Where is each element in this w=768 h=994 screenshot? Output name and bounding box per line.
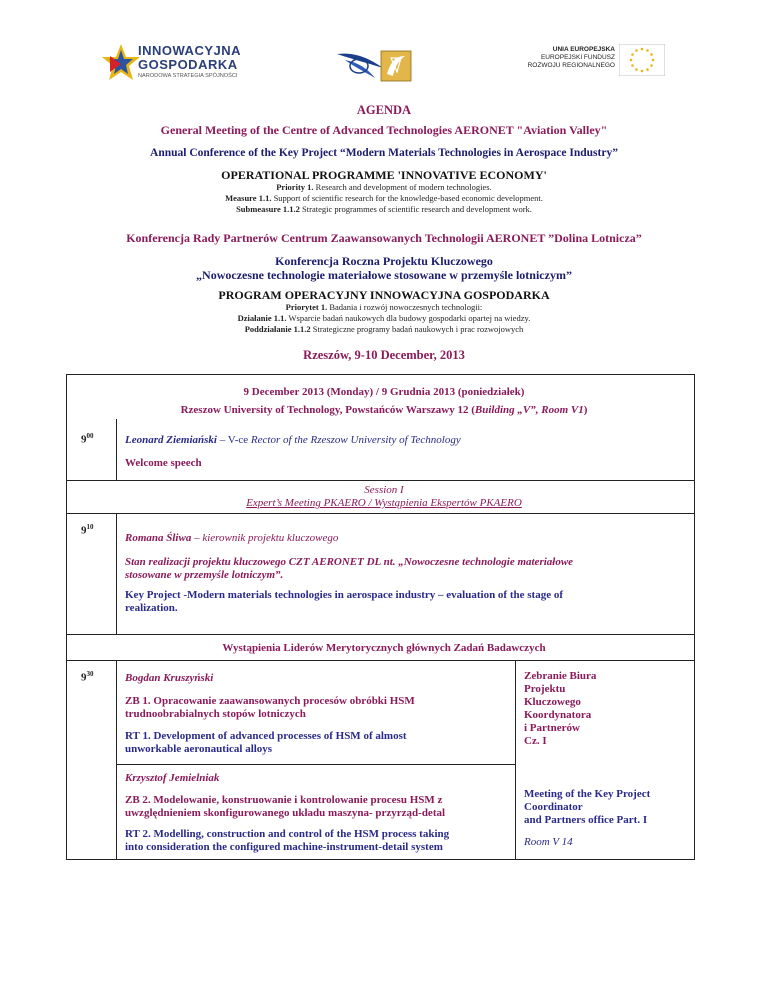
slot1-time: $9^{00}$: [81, 432, 94, 446]
innowacyjna-gospodarka-logo: [100, 40, 260, 90]
zb2: ZB 2. Modelowanie, konstruowanie i kontrolowanie procesu HSM z uwzględnieniem skonfigurowanego układu maszyna- przyrząd-detal: [125, 794, 446, 819]
nowoczesne-title: „Nowoczesne technologie materiałowe stosowane w przemyśle lotniczym”: [196, 268, 572, 282]
logo-line1: INNOWACYJNA: [138, 43, 242, 58]
slot2-speaker: Romana Śliwa – kierownik projektu kluczowego: [125, 532, 339, 544]
slot2-pl: Stan realizacji projektu kluczowego CZT AERONET DL nt. „Nowoczesne technologie materiałowe stosowane w przemyśle lotniczym”.: [125, 556, 574, 581]
aeronet-logo: [335, 46, 425, 86]
priority-block: [0, 182, 768, 215]
place-date: Rzeszów, 9-10 December, 2013: [303, 348, 465, 362]
day-heading: 9 December 2013 (Monday) / 9 Grudnia 2013 (poniedziałek): [243, 386, 525, 398]
rt1: RT 1. Development of advanced processes of HSM of almost unworkable aeronautical alloys: [125, 730, 407, 755]
priorytet-label: Priorytet 1.: [285, 302, 328, 312]
slot1-item: Welcome speech: [125, 457, 202, 469]
leaders-heading: Wystąpienia Liderów Merytorycznych głównych Zadań Badawczych: [222, 642, 546, 654]
konferencja-rady-title: Konferencja Rady Partnerów Centrum Zaawansowanych Technologii AERONET ”Dolina Lotnicza”: [126, 231, 642, 245]
slot2-time: $9^{10}$: [81, 523, 94, 537]
op-programme-title: OPERATIONAL PROGRAMME 'INNOVATIVE ECONOMY': [221, 168, 547, 182]
slot3-speaker-2: Krzysztof Jemielniak: [125, 772, 220, 784]
eu-line1: UNIA EUROPEJSKA: [552, 46, 615, 53]
venue-line: [0, 404, 768, 416]
side-en: Meeting of the Key Project Coordinator and Partners office Part. I: [524, 788, 651, 826]
venue-part-b: Building „V”, Room V1: [474, 404, 584, 416]
poddzialanie-text: Strategiczne programy badań naukowych i prac rozwojowych: [310, 324, 524, 334]
priority-text: Research and development of modern technologies.: [313, 182, 492, 192]
ig-star-icon: [100, 42, 142, 84]
venue-part-a: Rzeszow University of Technology, Powstańców Warszawy 12 (: [180, 404, 475, 416]
program-pl-title: PROGRAM OPERACYJNY INNOWACYJNA GOSPODARKA: [218, 288, 550, 302]
session-title: Session I: [364, 484, 404, 496]
dzialanie-label: Działanie 1.1.: [237, 313, 287, 323]
slot3-time: $9^{30}$: [81, 670, 94, 684]
logo-line2: GOSPODARKA: [138, 57, 238, 72]
measure-label: Measure 1.1.: [225, 193, 272, 203]
priority-label: Priority 1.: [276, 182, 314, 192]
konferencja-roczna-title: Konferencja Roczna Projektu Kluczowego: [275, 254, 493, 268]
eu-line3: ROZWOJU REGIONALNEGO: [527, 62, 615, 69]
side-room: Room V 14: [524, 836, 573, 848]
session-subtitle: Expert’s Meeting PKAERO / Wystąpienia Ekspertów PKAERO: [246, 497, 522, 509]
rt2: RT 2. Modelling, construction and control of the HSM process taking into consideration the configured machine-instrument-detail system: [125, 828, 450, 853]
submeasure-text: Strategic programmes of scientific research and development work.: [299, 204, 532, 214]
poddzialanie-label: Poddziałanie 1.1.2: [244, 324, 311, 334]
dzialanie-text: Wsparcie badań naukowych dla budowy gospodarki opartej na wiedzy.: [286, 313, 531, 323]
annual-conference-title: Annual Conference of the Key Project “Modern Materials Technologies in Aerospace Industry”: [150, 147, 618, 159]
session-heading: [0, 484, 768, 510]
slot2-en: Key Project -Modern materials technologies in aerospace industry – evaluation of the stage of realization.: [125, 589, 563, 614]
zb1: ZB 1. Opracowanie zaawansowanych procesów obróbki HSM trudnoobrabialnych stopów lotniczych: [125, 695, 415, 720]
logo-subtitle: NARODOWA STRATEGIA SPÓJNOŚCI: [138, 73, 238, 79]
eu-flag-icon: [619, 44, 665, 76]
eu-logo: [527, 44, 665, 80]
priorytet-block: [0, 302, 768, 335]
priorytet-text: Badania i rozwój nowoczesnych technologii:: [327, 302, 483, 312]
agenda-title: AGENDA: [356, 103, 412, 117]
plane-icon: [335, 46, 425, 86]
venue-part-c: ): [583, 404, 588, 416]
submeasure-label: Submeasure 1.1.2: [236, 204, 300, 214]
side-pl: Zebranie Biura Projektu Kluczowego Koordynatora i Partnerów Cz. I: [524, 670, 597, 747]
slot1-speaker: Leonard Ziemiański – V-ce Rector of the Rzeszow University of Technology: [125, 434, 461, 446]
measure-text: Support of scientific research for the knowledge-based economic development.: [271, 193, 543, 203]
slot3-speaker: Bogdan Kruszyński: [125, 672, 214, 684]
general-meeting-title: General Meeting of the Centre of Advanced Technologies AERONET "Aviation Valley": [160, 123, 608, 137]
eu-line2: EUROPEJSKI FUNDUSZ: [540, 54, 615, 61]
